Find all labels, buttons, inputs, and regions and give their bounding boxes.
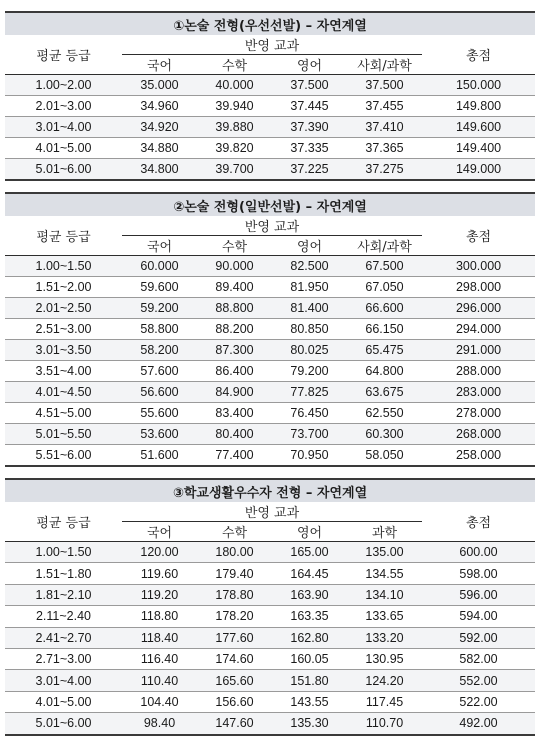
score-cell: 77.825 [272,382,347,403]
score-cell: 165.00 [272,542,347,563]
header-reflect-subjects: 반영 교과 [122,35,422,55]
score-cell: 64.800 [347,361,422,382]
score-cell: 119.20 [122,584,197,605]
score-cell: 179.40 [197,563,272,584]
score-cell: 90.000 [197,256,272,277]
section-title: ③학교생활우수자 전형 – 자연계열 [5,479,535,502]
score-cell: 130.95 [347,648,422,669]
grade-cell: 3.01~4.00 [5,117,122,138]
total-cell: 268.000 [422,424,535,445]
total-cell: 258.000 [422,445,535,467]
score-table [5,11,535,181]
score-cell: 40.000 [197,75,272,96]
header-subject: 영어 [272,55,347,75]
score-cell: 98.40 [122,713,197,735]
header-grade: 평균 등급 [5,502,122,542]
table-row [5,648,535,669]
total-cell: 492.00 [422,713,535,735]
score-cell: 135.00 [347,542,422,563]
score-cell: 104.40 [122,691,197,712]
score-cell: 118.40 [122,627,197,648]
score-cell: 147.60 [197,713,272,735]
score-cell: 120.00 [122,542,197,563]
score-cell: 84.900 [197,382,272,403]
score-cell: 88.800 [197,298,272,319]
score-cell: 34.880 [122,138,197,159]
score-cell: 34.800 [122,159,197,181]
grade-cell: 3.01~3.50 [5,340,122,361]
header-grade: 평균 등급 [5,35,122,75]
header-subject: 국어 [122,236,197,256]
table-row [5,713,535,735]
score-cell: 66.600 [347,298,422,319]
header-subject: 영어 [272,236,347,256]
table-row [5,382,535,403]
total-cell: 149.600 [422,117,535,138]
score-cell: 37.225 [272,159,347,181]
score-cell: 58.800 [122,319,197,340]
header-subject: 국어 [122,55,197,75]
table-row [5,361,535,382]
total-cell: 600.00 [422,542,535,563]
score-cell: 82.500 [272,256,347,277]
grade-cell: 5.01~6.00 [5,159,122,181]
score-cell: 180.00 [197,542,272,563]
table-row [5,319,535,340]
score-cell: 66.150 [347,319,422,340]
score-cell: 63.675 [347,382,422,403]
score-cell: 37.365 [347,138,422,159]
total-cell: 149.400 [422,138,535,159]
table-row [5,670,535,691]
header-grade: 평균 등급 [5,216,122,256]
score-cell: 88.200 [197,319,272,340]
grade-cell: 4.51~5.00 [5,403,122,424]
total-cell: 594.00 [422,606,535,627]
score-cell: 80.850 [272,319,347,340]
grade-cell: 5.01~5.50 [5,424,122,445]
score-cell: 133.65 [347,606,422,627]
score-cell: 35.000 [122,75,197,96]
score-table [5,192,535,467]
score-cell: 156.60 [197,691,272,712]
table-row [5,424,535,445]
grade-cell: 2.01~2.50 [5,298,122,319]
score-cell: 39.700 [197,159,272,181]
score-cell: 37.335 [272,138,347,159]
header-subject: 수학 [197,55,272,75]
score-cell: 135.30 [272,713,347,735]
grade-cell: 2.41~2.70 [5,627,122,648]
total-cell: 300.000 [422,256,535,277]
score-cell: 165.60 [197,670,272,691]
score-cell: 39.820 [197,138,272,159]
table-row [5,627,535,648]
total-cell: 288.000 [422,361,535,382]
grade-cell: 1.00~1.50 [5,256,122,277]
grade-cell: 2.71~3.00 [5,648,122,669]
header-subject: 사회/과학 [347,55,422,75]
header-total: 총점 [422,35,535,75]
header-subject: 과학 [347,522,422,542]
score-cell: 67.500 [347,256,422,277]
table-row [5,584,535,605]
score-cell: 60.000 [122,256,197,277]
score-cell: 34.960 [122,96,197,117]
score-cell: 56.600 [122,382,197,403]
total-cell: 596.00 [422,584,535,605]
grade-cell: 5.51~6.00 [5,445,122,467]
score-cell: 116.40 [122,648,197,669]
score-cell: 177.60 [197,627,272,648]
table-row [5,117,535,138]
score-cell: 117.45 [347,691,422,712]
grade-cell: 1.00~2.00 [5,75,122,96]
score-cell: 37.410 [347,117,422,138]
total-cell: 598.00 [422,563,535,584]
header-subject: 수학 [197,522,272,542]
score-cell: 143.55 [272,691,347,712]
score-cell: 164.45 [272,563,347,584]
score-cell: 73.700 [272,424,347,445]
table-row [5,542,535,563]
total-cell: 582.00 [422,648,535,669]
table-row [5,403,535,424]
score-cell: 58.050 [347,445,422,467]
score-cell: 37.455 [347,96,422,117]
total-cell: 150.000 [422,75,535,96]
header-subject: 사회/과학 [347,236,422,256]
table-row [5,96,535,117]
score-cell: 163.35 [272,606,347,627]
score-table-section [5,11,535,181]
score-cell: 55.600 [122,403,197,424]
score-cell: 60.300 [347,424,422,445]
score-table-section [5,192,535,467]
score-cell: 37.445 [272,96,347,117]
score-cell: 163.90 [272,584,347,605]
score-cell: 79.200 [272,361,347,382]
score-cell: 83.400 [197,403,272,424]
header-reflect-subjects: 반영 교과 [122,502,422,522]
table-row [5,563,535,584]
score-cell: 119.60 [122,563,197,584]
total-cell: 298.000 [422,277,535,298]
score-cell: 151.80 [272,670,347,691]
grade-cell: 3.51~4.00 [5,361,122,382]
grade-cell: 4.01~5.00 [5,138,122,159]
total-cell: 592.00 [422,627,535,648]
score-cell: 62.550 [347,403,422,424]
score-cell: 37.500 [347,75,422,96]
score-cell: 174.60 [197,648,272,669]
header-subject: 수학 [197,236,272,256]
table-row [5,340,535,361]
score-cell: 77.400 [197,445,272,467]
score-cell: 81.400 [272,298,347,319]
total-cell: 278.000 [422,403,535,424]
table-row [5,138,535,159]
grade-cell: 2.01~3.00 [5,96,122,117]
score-cell: 86.400 [197,361,272,382]
page [5,0,535,736]
score-table-section [5,478,535,736]
total-cell: 522.00 [422,691,535,712]
score-cell: 57.600 [122,361,197,382]
score-cell: 37.390 [272,117,347,138]
grade-cell: 5.01~6.00 [5,713,122,735]
score-cell: 118.80 [122,606,197,627]
table-row [5,606,535,627]
score-cell: 162.80 [272,627,347,648]
header-reflect-subjects: 반영 교과 [122,216,422,236]
grade-cell: 1.51~1.80 [5,563,122,584]
header-total: 총점 [422,502,535,542]
total-cell: 291.000 [422,340,535,361]
score-cell: 110.40 [122,670,197,691]
score-cell: 59.200 [122,298,197,319]
grade-cell: 4.01~4.50 [5,382,122,403]
score-cell: 89.400 [197,277,272,298]
table-row [5,256,535,277]
grade-cell: 2.51~3.00 [5,319,122,340]
score-cell: 51.600 [122,445,197,467]
score-cell: 53.600 [122,424,197,445]
score-cell: 134.10 [347,584,422,605]
grade-cell: 4.01~5.00 [5,691,122,712]
score-cell: 76.450 [272,403,347,424]
header-subject: 국어 [122,522,197,542]
table-row [5,159,535,181]
grade-cell: 1.81~2.10 [5,584,122,605]
total-cell: 294.000 [422,319,535,340]
score-cell: 81.950 [272,277,347,298]
table-row [5,75,535,96]
score-cell: 65.475 [347,340,422,361]
score-table [5,478,535,736]
score-cell: 37.500 [272,75,347,96]
score-cell: 70.950 [272,445,347,467]
score-cell: 58.200 [122,340,197,361]
grade-cell: 1.00~1.50 [5,542,122,563]
table-row [5,277,535,298]
table-row [5,298,535,319]
score-cell: 34.920 [122,117,197,138]
header-subject: 영어 [272,522,347,542]
score-cell: 39.940 [197,96,272,117]
grade-cell: 1.51~2.00 [5,277,122,298]
section-title: ②논술 전형(일반선발) – 자연계열 [5,193,535,216]
score-cell: 67.050 [347,277,422,298]
section-title: ①논술 전형(우선선발) – 자연계열 [5,12,535,35]
score-cell: 160.05 [272,648,347,669]
score-cell: 110.70 [347,713,422,735]
grade-cell: 3.01~4.00 [5,670,122,691]
table-row [5,445,535,467]
score-cell: 133.20 [347,627,422,648]
score-cell: 39.880 [197,117,272,138]
header-total: 총점 [422,216,535,256]
score-cell: 37.275 [347,159,422,181]
score-cell: 80.400 [197,424,272,445]
total-cell: 149.800 [422,96,535,117]
score-cell: 178.20 [197,606,272,627]
total-cell: 283.000 [422,382,535,403]
score-cell: 80.025 [272,340,347,361]
total-cell: 149.000 [422,159,535,181]
score-cell: 124.20 [347,670,422,691]
grade-cell: 2.11~2.40 [5,606,122,627]
score-cell: 87.300 [197,340,272,361]
score-cell: 178.80 [197,584,272,605]
score-cell: 134.55 [347,563,422,584]
score-cell: 59.600 [122,277,197,298]
total-cell: 552.00 [422,670,535,691]
total-cell: 296.000 [422,298,535,319]
